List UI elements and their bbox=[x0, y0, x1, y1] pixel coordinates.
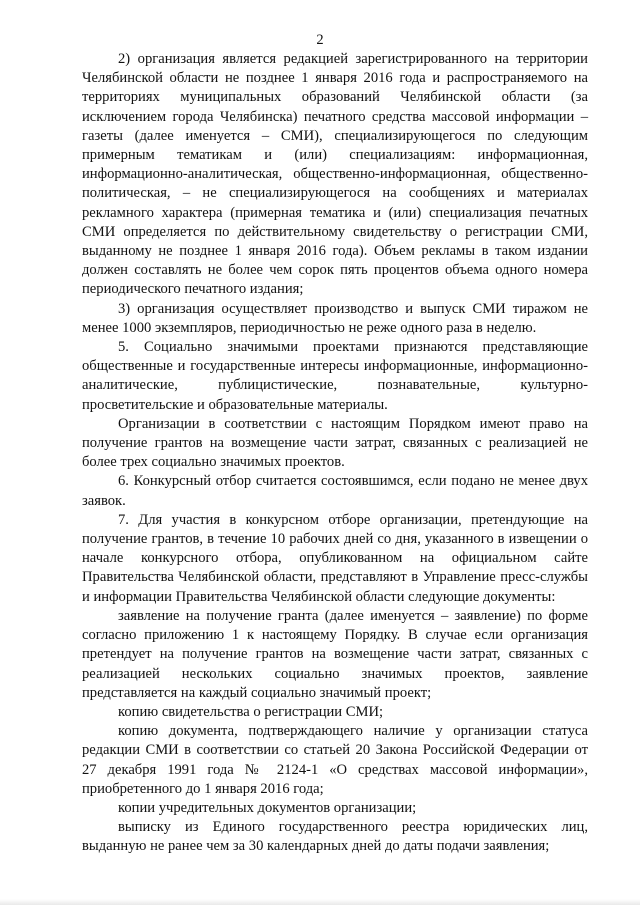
paragraph-item-2-publisher: 2) организация является редакцией зарегистрированного на территории Челябинской области не позднее 1 января 2016 года и распространяемого на территориях муниципальных образований Челябинской области (за исключением города Челябинска) печатного средства массовой информации – газеты (далее именуется – СМИ), специализирующегося по следующим примерным тематикам и (или) специализациям: информационная, информационно-аналитическая, общественно-информационная, общественно-политическая, – не специализирующегося на сообщениях и материалах рекламного характера (примерная тематика и (или) специализация печатных СМИ определяется по действительному свидетельству о регистрации СМИ, выданному не позднее 1 января 2016 года). Объем рекламы в таком издании должен составлять не более чем сорок пять процентов объема одного номера периодического печатного издания; bbox=[82, 51, 588, 298]
scan-bottom-edge bbox=[0, 899, 640, 905]
page-number: 2 bbox=[316, 32, 324, 48]
list-item-founding-documents: копии учредительных документов организации; bbox=[118, 799, 417, 816]
list-item-editorial-status-copy: копию документа, подтверждающего наличие у организации статуса редакции СМИ в соответствии со статьей 20 Закона Российской Федерации от 27 декабря 1991 года № 2124-1 «О средствах массовой информации», приобретенного до 1 января 2016 года; bbox=[82, 723, 588, 797]
paragraph-7-participation: 7. Для участия в конкурсном отборе организации, претендующие на получение грантов, в течение 10 рабочих дней со дня, указанного в извещении о начале конкурсного отбора, опубликованном на официальном сайте Правительства Челябинской области, представляют в Управление пресс-службы и информации Правительства Челябинской области следующие документы: bbox=[82, 511, 588, 605]
list-item-application: заявление на получение гранта (далее именуется – заявление) по форме согласно приложению 1 к настоящему Порядку. В случае если организация претендует на получение грантов на возмещение части затрат, связанных с реализацией нескольких социально значимых проектов, заявление представляется на каждый социально значимый проект; bbox=[82, 607, 588, 701]
paragraph-grant-right: Организации в соответствии с настоящим Порядком имеют право на получение грантов на возмещение части затрат, связанных с реализацией не более трех социально значимых проектов. bbox=[82, 415, 588, 471]
list-item-registration-copy: копию свидетельства о регистрации СМИ; bbox=[118, 703, 384, 720]
document-body bbox=[82, 50, 588, 857]
paragraph-item-3-circulation: 3) организация осуществляет производство и выпуск СМИ тиражом не менее 1000 экземпляров, периодичностью не реже одного раза в неделю. bbox=[82, 300, 588, 336]
list-item-registry-extract: выписку из Единого государственного реестра юридических лиц, выданную не ранее чем за 30 календарных дней до даты подачи заявления; bbox=[82, 819, 588, 855]
paragraph-6-selection-valid: 6. Конкурсный отбор считается состоявшимся, если подано не менее двух заявок. bbox=[82, 473, 588, 509]
paragraph-5-significant-projects: 5. Социально значимыми проектами признаются представляющие общественные и государственные интересы информационные, информационно-аналитические, публицистические, познавательные, культурно-просветительские и образовательные материалы. bbox=[82, 339, 588, 413]
